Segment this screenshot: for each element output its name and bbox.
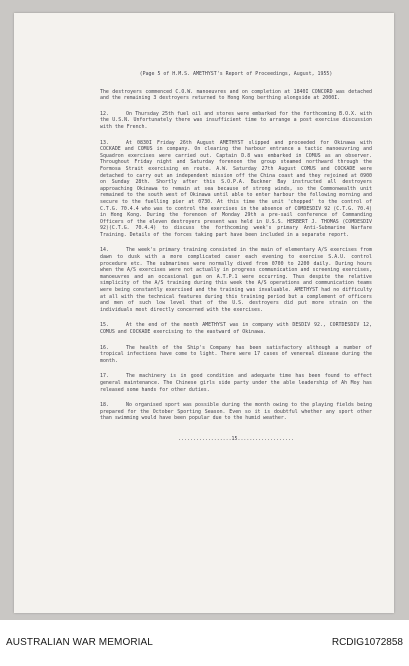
paragraph-number: 15. — [100, 322, 109, 329]
paragraph-number: 13. — [100, 139, 109, 146]
paragraph-number: 16. — [100, 344, 109, 351]
paragraph-17 — [100, 373, 372, 393]
paragraph-13 — [100, 140, 372, 239]
page-header: (Page 5 of H.M.S. AMETHYST's Report of Proceedings, August, 1955) — [139, 71, 333, 77]
typed-text-block — [100, 71, 372, 443]
paragraph-text: The week's primary training consisted in the main of elementary A/S exercises from dawn to dusk with a more complicated caser each evening to exercise S.A.U. control procedure etc. The submarines were normally dived from 0700 to 2200 daily. During hours when the A/S exercises were not actually in progress communication and screening exercises, manoeuvres and an occasional gun on A.T.P.1 were occurring. Thus despite the relative simplicity of the A/S training during this week the A/S operations and communication teams were being constantly exercised and the training was invaluable. AMETHYST had no difficulty at all with the technical features during this training period but a complement of officers and men of such low level that of the U.S. destroyers did put more strain on the individuals most directly concerned with the exercises. — [100, 247, 372, 313]
archive-name: AUSTRALIAN WAR MEMORIAL — [6, 637, 153, 648]
archive-footer — [0, 620, 409, 666]
paragraph-16 — [100, 345, 372, 365]
intro-paragraph: The destroyers commenced C.O.W. manoeuvres and on completion at 1840I CONCORD was detached and the remaining 3 destroyers returned to Hong Kong berthing alongside at 2000I. — [100, 88, 372, 102]
paragraph-text: At the end of the month AMETHYST was in company with DESDIV 92., CORTDESDIV 12, COMUS and COCKADE exercising to the eastward of Okinawa. — [100, 322, 372, 335]
paragraph-number: 12. — [100, 110, 109, 117]
paragraph-text: The health of the Ship's Company has been satisfactory although a number of tropical infections have come to light. There were 17 cases of venereal disease during the month. — [100, 344, 372, 364]
paragraph-number: 17. — [100, 373, 109, 380]
page-number: ..................15................... — [178, 435, 294, 442]
paragraph-number: 14. — [100, 247, 109, 254]
paragraph-text: The machinery is in good condition and adequate time has been found to effect general maintenance. The Chinese girls side party under the able leadership of Ah Moy has released some hands for other duties. — [100, 373, 372, 393]
paragraph-18 — [100, 402, 372, 422]
paragraph-14 — [100, 247, 372, 313]
paragraph-text: No organised sport was possible during the month owing to the playing fields being prepared for the October Sporting Season. Even so it is doubtful whether any sport other than swimming would have been popular due to the humid weather. — [100, 402, 372, 422]
paragraph-12 — [100, 111, 372, 131]
paragraph-number: 18. — [100, 402, 109, 409]
document-page — [14, 13, 394, 613]
paragraph-text: At 0830I Friday 26th August AMETHYST slipped and proceeded for Okinawa with COCKADE and COMUS in company. On clearing the harbour entrance a tactic manoeuvring and Squadron exercises were carried out. Captain D.8 was embarked in COMUS as an observer. Throughout Friday night and Saturday forenoon the group steamed northward through the Formosa Strait exercising en route. A.W. Saturday 27th August COMUS and COCKADE were detached to carry out an independent mission off the China coast and they rejoined at 0900 on Sunday 28th. Shortly after this S.O.P.A. Buckner Bay instructed all destroyers approaching Okinawa to remain at sea because of strong winds, so the Commonwealth unit remained to the south west of Okinawa until able to enter harbour the following morning and secure to the fuelling pier at 0730. At this time the unit 'chopped' to the control of C.T.G. 70.4.4 who was to control the exercises in the absence of COMDESDIV 92 (C.T.G. 70.4) in Hong Kong. During the forenoon of Monday 29th a pre-sail conference of Commanding Officers of the eleven destroyers present was held in U.S.S. HERBERT J. THOMAS (COMDESDIV 92)(C.T.G. 70.4.4) to discuss the forthcoming week's primary Anti-Submarine Warfare Training. Details of the forces taking part have been included in a separate report. — [100, 139, 372, 238]
paragraph-text: On Thursday 25th fuel oil and stores were embarked for the forthcoming B.O.X. with the U.S.N. Unfortunately there was insufficient time to arrange a post exercise discussion with the French. — [100, 110, 372, 130]
record-id: RCDIG1072858 — [331, 637, 403, 648]
paragraph-15 — [100, 322, 372, 335]
